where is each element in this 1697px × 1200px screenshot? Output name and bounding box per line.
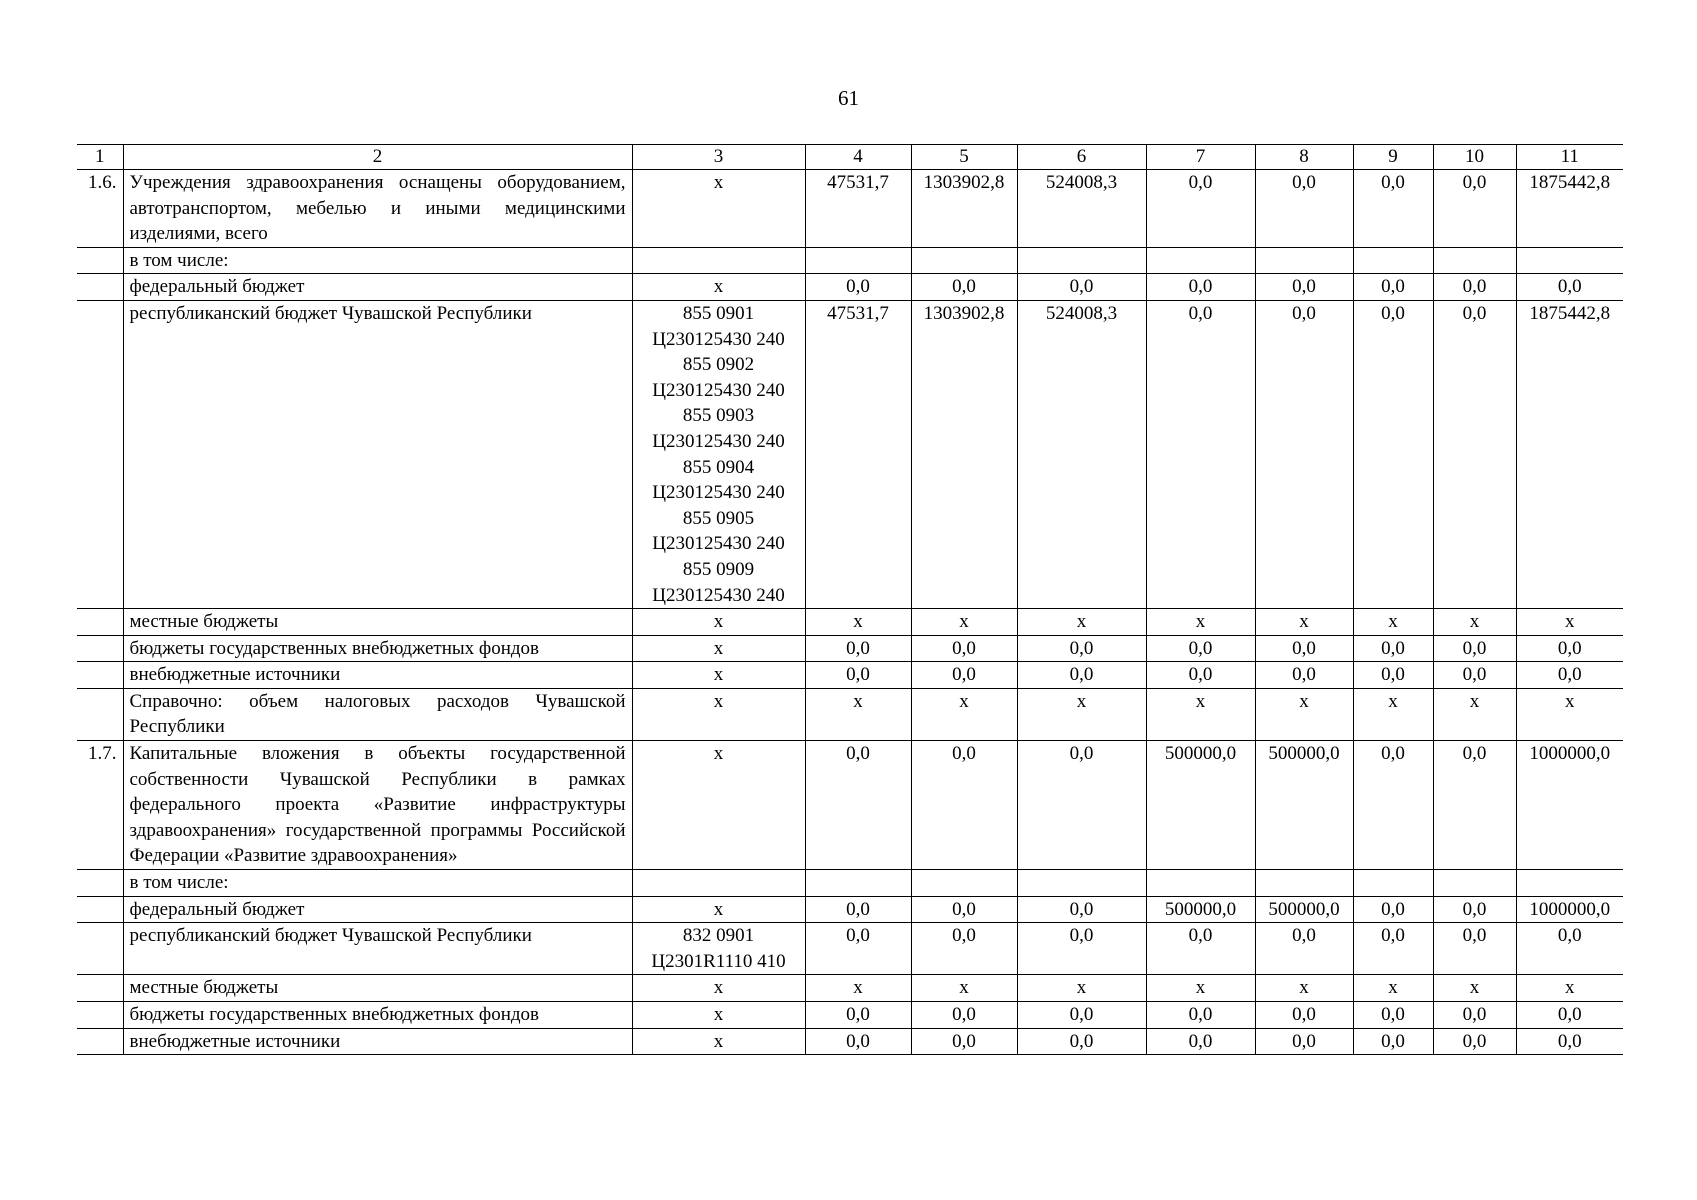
value-cell-col-11: 1000000,0 xyxy=(1516,741,1623,870)
table-row xyxy=(77,870,1623,897)
value-cell-col-8: 500000,0 xyxy=(1255,896,1353,923)
row-description: бюджеты государственных внебюджетных фондов xyxy=(123,1002,632,1029)
value-cell-col-11: 0,0 xyxy=(1516,923,1623,975)
row-description: в том числе: xyxy=(123,247,632,274)
column-header-7: 7 xyxy=(1146,145,1255,170)
budget-classification-code xyxy=(632,662,805,689)
value-cell-col-5: 0,0 xyxy=(911,274,1017,301)
row-number xyxy=(77,896,123,923)
value-cell-col-11: 1000000,0 xyxy=(1516,896,1623,923)
value-cell-col-7: 500000,0 xyxy=(1146,896,1255,923)
value-cell-col-7: х xyxy=(1146,609,1255,636)
value-cell-col-5: 0,0 xyxy=(911,741,1017,870)
value-cell-col-9: х xyxy=(1353,609,1433,636)
value-cell-col-9: 0,0 xyxy=(1353,896,1433,923)
budget-classification-code xyxy=(632,274,805,301)
column-header-6: 6 xyxy=(1017,145,1146,170)
column-header-9: 9 xyxy=(1353,145,1433,170)
code-line: 855 0904 xyxy=(682,456,755,478)
column-header-11: 11 xyxy=(1516,145,1623,170)
budget-classification-code xyxy=(632,741,805,870)
value-cell-col-6: 0,0 xyxy=(1017,1028,1146,1055)
value-cell-col-6: 524008,3 xyxy=(1017,300,1146,608)
budget-classification-code xyxy=(632,896,805,923)
row-number: 1.7. xyxy=(77,741,123,870)
code-line: х xyxy=(713,611,724,633)
value-cell-col-10: 0,0 xyxy=(1433,300,1516,608)
value-cell-col-9: 0,0 xyxy=(1353,1002,1433,1029)
code-line: Ц230125430 240 xyxy=(652,584,785,606)
value-cell-col-10 xyxy=(1433,870,1516,897)
table-row xyxy=(77,247,1623,274)
value-cell-col-6: х xyxy=(1017,609,1146,636)
value-cell-col-8: 0,0 xyxy=(1255,170,1353,248)
value-cell-col-4: х xyxy=(805,975,911,1002)
value-cell-col-8: 0,0 xyxy=(1255,635,1353,662)
value-cell-col-4: 0,0 xyxy=(805,741,911,870)
row-number xyxy=(77,609,123,636)
value-cell-col-10: х xyxy=(1433,688,1516,740)
value-cell-col-4: 0,0 xyxy=(805,923,911,975)
value-cell-col-5 xyxy=(911,247,1017,274)
value-cell-col-4 xyxy=(805,870,911,897)
value-cell-col-4 xyxy=(805,247,911,274)
table-row xyxy=(77,688,1623,740)
row-number xyxy=(77,1028,123,1055)
value-cell-col-5: 0,0 xyxy=(911,896,1017,923)
value-cell-col-8 xyxy=(1255,870,1353,897)
value-cell-col-9: х xyxy=(1353,688,1433,740)
value-cell-col-9 xyxy=(1353,247,1433,274)
value-cell-col-9 xyxy=(1353,870,1433,897)
value-cell-col-9: 0,0 xyxy=(1353,1028,1433,1055)
code-line: 855 0901 xyxy=(682,302,755,324)
value-cell-col-7: 0,0 xyxy=(1146,635,1255,662)
column-header-8: 8 xyxy=(1255,145,1353,170)
value-cell-col-7: 0,0 xyxy=(1146,923,1255,975)
value-cell-col-8: 0,0 xyxy=(1255,1028,1353,1055)
value-cell-col-10: 0,0 xyxy=(1433,635,1516,662)
budget-classification-code xyxy=(632,247,805,274)
value-cell-col-4: х xyxy=(805,609,911,636)
row-number xyxy=(77,662,123,689)
value-cell-col-6: 0,0 xyxy=(1017,662,1146,689)
value-cell-col-7: 0,0 xyxy=(1146,1002,1255,1029)
value-cell-col-6: 0,0 xyxy=(1017,923,1146,975)
budget-classification-code xyxy=(632,1002,805,1029)
budget-classification-code xyxy=(632,609,805,636)
budget-classification-code xyxy=(632,170,805,248)
value-cell-col-10 xyxy=(1433,247,1516,274)
code-line: х xyxy=(713,172,724,193)
value-cell-col-11: 1875442,8 xyxy=(1516,300,1623,608)
column-header-1: 1 xyxy=(77,145,123,170)
row-number xyxy=(77,247,123,274)
code-line: 832 0901 xyxy=(682,925,755,947)
code-line: Ц230125430 240 xyxy=(652,430,785,452)
table-row xyxy=(77,274,1623,301)
header-row xyxy=(77,145,1623,170)
code-line: х xyxy=(713,743,724,765)
code-line: Ц230125430 240 xyxy=(652,379,785,401)
row-number xyxy=(77,688,123,740)
value-cell-col-7 xyxy=(1146,870,1255,897)
value-cell-col-10: 0,0 xyxy=(1433,170,1516,248)
row-number xyxy=(77,635,123,662)
row-description: Учреждения здравоохранения оснащены оборудованием, автотранспортом, мебелью и иными медицинскими изделиями, всего xyxy=(123,170,632,248)
value-cell-col-7: х xyxy=(1146,975,1255,1002)
table-row xyxy=(77,923,1623,975)
value-cell-col-9: 0,0 xyxy=(1353,170,1433,248)
value-cell-col-11: 0,0 xyxy=(1516,1002,1623,1029)
value-cell-col-11: 0,0 xyxy=(1516,1028,1623,1055)
value-cell-col-8: 0,0 xyxy=(1255,1002,1353,1029)
page-number: 61 xyxy=(838,86,859,110)
code-line: х xyxy=(713,977,724,999)
table-row xyxy=(77,662,1623,689)
value-cell-col-10: 0,0 xyxy=(1433,896,1516,923)
code-line: Ц230125430 240 xyxy=(652,533,785,555)
code-line: Ц230125430 240 xyxy=(652,482,785,504)
value-cell-col-9: х xyxy=(1353,975,1433,1002)
value-cell-col-10: 0,0 xyxy=(1433,923,1516,975)
table-body xyxy=(77,170,1623,1055)
row-description: республиканский бюджет Чувашской Республики xyxy=(123,923,632,975)
value-cell-col-9: 0,0 xyxy=(1353,923,1433,975)
code-line: 855 0903 xyxy=(682,405,755,427)
row-description: федеральный бюджет xyxy=(123,896,632,923)
value-cell-col-4: 47531,7 xyxy=(805,300,911,608)
value-cell-col-5: 0,0 xyxy=(911,662,1017,689)
row-description: федеральный бюджет xyxy=(123,274,632,301)
table-row xyxy=(77,741,1623,870)
code-line: 855 0905 xyxy=(682,507,755,529)
value-cell-col-7: 500000,0 xyxy=(1146,741,1255,870)
value-cell-col-4: 0,0 xyxy=(805,1028,911,1055)
value-cell-col-8: 0,0 xyxy=(1255,923,1353,975)
value-cell-col-9: 0,0 xyxy=(1353,274,1433,301)
value-cell-col-5: х xyxy=(911,609,1017,636)
code-line: х xyxy=(713,1030,724,1052)
column-header-5: 5 xyxy=(911,145,1017,170)
row-number xyxy=(77,923,123,975)
row-description: местные бюджеты xyxy=(123,609,632,636)
value-cell-col-10: 0,0 xyxy=(1433,662,1516,689)
value-cell-col-10: 0,0 xyxy=(1433,1028,1516,1055)
value-cell-col-8: х xyxy=(1255,688,1353,740)
row-number xyxy=(77,870,123,897)
code-line: 855 0909 xyxy=(682,558,755,580)
value-cell-col-4: 0,0 xyxy=(805,896,911,923)
table-row xyxy=(77,635,1623,662)
row-description: в том числе: xyxy=(123,870,632,897)
row-description: бюджеты государственных внебюджетных фондов xyxy=(123,635,632,662)
budget-table xyxy=(77,144,1623,1055)
code-line: х xyxy=(713,690,724,712)
value-cell-col-11: 0,0 xyxy=(1516,274,1623,301)
value-cell-col-11: х xyxy=(1516,975,1623,1002)
code-line: х xyxy=(713,276,724,298)
value-cell-col-8: х xyxy=(1255,609,1353,636)
value-cell-col-8: 0,0 xyxy=(1255,662,1353,689)
table-row xyxy=(77,975,1623,1002)
row-number xyxy=(77,300,123,608)
value-cell-col-9: 0,0 xyxy=(1353,662,1433,689)
value-cell-col-9: 0,0 xyxy=(1353,635,1433,662)
value-cell-col-7: 0,0 xyxy=(1146,300,1255,608)
value-cell-col-6: 0,0 xyxy=(1017,635,1146,662)
value-cell-col-7: х xyxy=(1146,688,1255,740)
value-cell-col-6: х xyxy=(1017,688,1146,740)
row-number xyxy=(77,975,123,1002)
value-cell-col-4: 0,0 xyxy=(805,635,911,662)
row-description: внебюджетные источники xyxy=(123,1028,632,1055)
budget-classification-code xyxy=(632,975,805,1002)
value-cell-col-5: 1303902,8 xyxy=(911,300,1017,608)
value-cell-col-6: 0,0 xyxy=(1017,896,1146,923)
value-cell-col-7: 0,0 xyxy=(1146,170,1255,248)
value-cell-col-6: 524008,3 xyxy=(1017,170,1146,248)
value-cell-col-6: 0,0 xyxy=(1017,741,1146,870)
code-line: х xyxy=(713,637,724,659)
value-cell-col-10: 0,0 xyxy=(1433,1002,1516,1029)
table-row xyxy=(77,300,1623,608)
table-row xyxy=(77,170,1623,248)
value-cell-col-8: 0,0 xyxy=(1255,274,1353,301)
row-description: Справочно: объем налоговых расходов Чувашской Республики xyxy=(123,688,632,740)
value-cell-col-11 xyxy=(1516,247,1623,274)
value-cell-col-10: 0,0 xyxy=(1433,741,1516,870)
budget-classification-code xyxy=(632,870,805,897)
table-row xyxy=(77,1028,1623,1055)
value-cell-col-8: 0,0 xyxy=(1255,300,1353,608)
value-cell-col-4: х xyxy=(805,688,911,740)
value-cell-col-6: х xyxy=(1017,975,1146,1002)
code-line: Ц2301R1110 410 xyxy=(651,950,786,972)
value-cell-col-6: 0,0 xyxy=(1017,274,1146,301)
code-line: 855 0902 xyxy=(682,354,755,376)
value-cell-col-6 xyxy=(1017,247,1146,274)
row-description: республиканский бюджет Чувашской Республики xyxy=(123,300,632,608)
table-row xyxy=(77,609,1623,636)
value-cell-col-11: 0,0 xyxy=(1516,635,1623,662)
column-header-4: 4 xyxy=(805,145,911,170)
row-description: местные бюджеты xyxy=(123,975,632,1002)
budget-classification-code xyxy=(632,688,805,740)
value-cell-col-7: 0,0 xyxy=(1146,662,1255,689)
value-cell-col-4: 0,0 xyxy=(805,1002,911,1029)
row-number: 1.6. xyxy=(77,170,123,248)
value-cell-col-11: х xyxy=(1516,609,1623,636)
row-number xyxy=(77,274,123,301)
value-cell-col-8: х xyxy=(1255,975,1353,1002)
value-cell-col-6: 0,0 xyxy=(1017,1002,1146,1029)
value-cell-col-5: 0,0 xyxy=(911,635,1017,662)
row-description: внебюджетные источники xyxy=(123,662,632,689)
value-cell-col-10: х xyxy=(1433,609,1516,636)
value-cell-col-4: 0,0 xyxy=(805,274,911,301)
value-cell-col-6 xyxy=(1017,870,1146,897)
value-cell-col-5: 1303902,8 xyxy=(911,170,1017,248)
table-row xyxy=(77,1002,1623,1029)
column-header-2: 2 xyxy=(123,145,632,170)
value-cell-col-10: х xyxy=(1433,975,1516,1002)
column-header-3: 3 xyxy=(632,145,805,170)
value-cell-col-5: х xyxy=(911,975,1017,1002)
column-header-10: 10 xyxy=(1433,145,1516,170)
code-line: х xyxy=(713,1004,724,1025)
value-cell-col-10: 0,0 xyxy=(1433,274,1516,301)
value-cell-col-5: 0,0 xyxy=(911,923,1017,975)
budget-classification-code xyxy=(632,300,805,608)
row-number xyxy=(77,1002,123,1029)
value-cell-col-4: 0,0 xyxy=(805,662,911,689)
value-cell-col-9: 0,0 xyxy=(1353,741,1433,870)
value-cell-col-11: х xyxy=(1516,688,1623,740)
table-row xyxy=(77,896,1623,923)
budget-classification-code xyxy=(632,1028,805,1055)
value-cell-col-8: 500000,0 xyxy=(1255,741,1353,870)
value-cell-col-7: 0,0 xyxy=(1146,274,1255,301)
code-line: х xyxy=(713,664,724,686)
budget-classification-code xyxy=(632,635,805,662)
value-cell-col-8 xyxy=(1255,247,1353,274)
value-cell-col-5: х xyxy=(911,688,1017,740)
value-cell-col-7 xyxy=(1146,247,1255,274)
value-cell-col-11: 1875442,8 xyxy=(1516,170,1623,248)
code-line: х xyxy=(713,898,724,920)
value-cell-col-11 xyxy=(1516,870,1623,897)
value-cell-col-7: 0,0 xyxy=(1146,1028,1255,1055)
value-cell-col-4: 47531,7 xyxy=(805,170,911,248)
value-cell-col-11: 0,0 xyxy=(1516,662,1623,689)
value-cell-col-5 xyxy=(911,870,1017,897)
value-cell-col-5: 0,0 xyxy=(911,1002,1017,1029)
value-cell-col-9: 0,0 xyxy=(1353,300,1433,608)
value-cell-col-5: 0,0 xyxy=(911,1028,1017,1055)
code-line: Ц230125430 240 xyxy=(652,328,785,350)
row-description: Капитальные вложения в объекты государственной собственности Чувашской Республики в рамках федерального проекта «Развитие инфраструктуры здравоохранения» государственной программы Российской Федерации «Развитие здравоохранения» xyxy=(123,741,632,870)
budget-classification-code xyxy=(632,923,805,975)
